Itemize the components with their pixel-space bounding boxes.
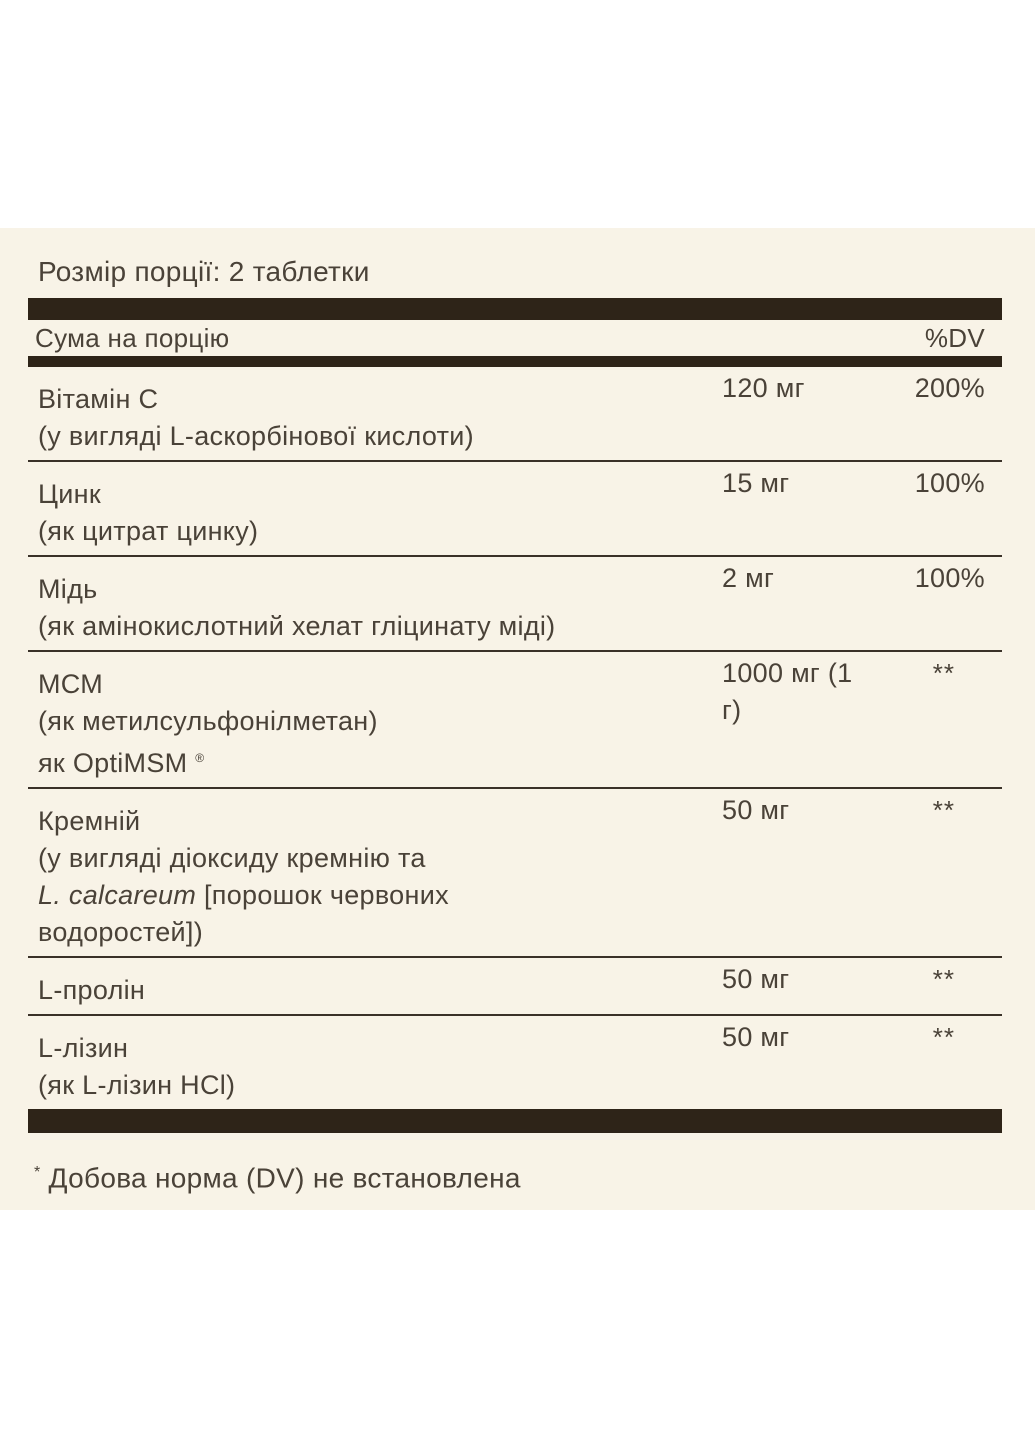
nutrient-name-line [38,571,722,608]
name-segment: (як цитрат цинку) [38,516,259,546]
nutrient-amount: 50 мг [722,795,790,825]
name-segment: Мідь [38,574,98,604]
name-segment: L. calcareum [38,880,197,910]
nutrient-name-line [38,972,722,1009]
nutrient-name [28,1019,722,1104]
amount-per-serving-label: Сума на порцію [35,323,230,353]
name-segment: (як L-лізин HCl) [38,1070,236,1100]
nutrient-dv: ** [932,795,955,825]
nutrient-rows [28,367,1002,1109]
nutrient-amount: 120 мг [722,373,805,403]
name-segment: (як амінокислотний хелат гліцинату міді) [38,611,556,641]
header-divider-bar [28,356,1002,367]
nutrient-name [28,465,722,550]
nutrient-name-line [38,740,722,782]
table-header [28,320,1002,356]
nutrient-amount: 15 мг [722,468,790,498]
table-row [28,555,1002,650]
footnote [28,1153,1002,1198]
nutrient-dv: 100% [914,563,985,593]
footnote-text: Добова норма (DV) не встановлена [48,1162,521,1194]
name-segment: (у вигляді L-аскорбінової кислоти) [38,421,474,451]
nutrient-amount: 50 мг [722,1022,790,1052]
nutrient-name-line [38,513,722,550]
nutrient-name [28,792,722,951]
bottom-divider-bar [28,1109,1002,1133]
name-segment: водоростей]) [38,917,204,947]
nutrient-dv: ** [932,658,955,688]
name-segment: L-лізин [38,1033,129,1063]
nutrient-name-line [38,840,722,877]
nutrient-name-line [38,703,722,740]
registered-mark: ® [195,751,205,765]
top-divider-bar [28,298,1002,320]
nutrient-name [28,560,722,645]
name-segment: як OptiMSM [38,748,196,778]
nutrient-dv: ** [932,1022,955,1052]
nutrient-name-line [38,1067,722,1104]
nutrient-name-line [38,877,722,914]
name-segment: (як метилсульфонілметан) [38,706,378,736]
nutrient-name-line [38,914,722,951]
table-row [28,367,1002,460]
nutrient-dv: 100% [914,468,985,498]
nutrient-dv: ** [932,964,955,994]
nutrient-amount: 2 мг [722,563,775,593]
name-segment: Цинк [38,479,101,509]
name-segment: (у вигляді діоксиду кремнію та [38,843,426,873]
nutrient-amount: 50 мг [722,964,790,994]
nutrient-name-line [38,1030,722,1067]
nutrient-name-line [38,418,722,455]
name-segment: Кремній [38,806,141,836]
name-segment: Вітамін C [38,384,159,414]
table-row [28,787,1002,956]
supplement-facts-panel [0,228,1035,1210]
footnote-marker: * [34,1164,41,1181]
name-segment: L-пролін [38,975,146,1005]
nutrient-name-line [38,666,722,703]
nutrient-name-line [38,608,722,645]
name-segment: МСМ [38,669,104,699]
nutrient-name [28,655,722,782]
table-row [28,1014,1002,1109]
table-row [28,650,1002,787]
nutrient-name [28,370,722,455]
name-segment: [порошок червоних [196,880,449,910]
nutrient-name-line [38,381,722,418]
table-row [28,956,1002,1014]
nutrient-name [28,961,722,1009]
serving-size: Розмір порції: 2 таблетки [38,256,370,287]
nutrient-name-line [38,803,722,840]
nutrient-name-line [38,476,722,513]
nutrient-dv: 200% [914,373,985,403]
dv-column-label: %DV [924,323,985,353]
table-row [28,460,1002,555]
nutrient-amount: 1000 мг (1 г) [722,658,853,725]
